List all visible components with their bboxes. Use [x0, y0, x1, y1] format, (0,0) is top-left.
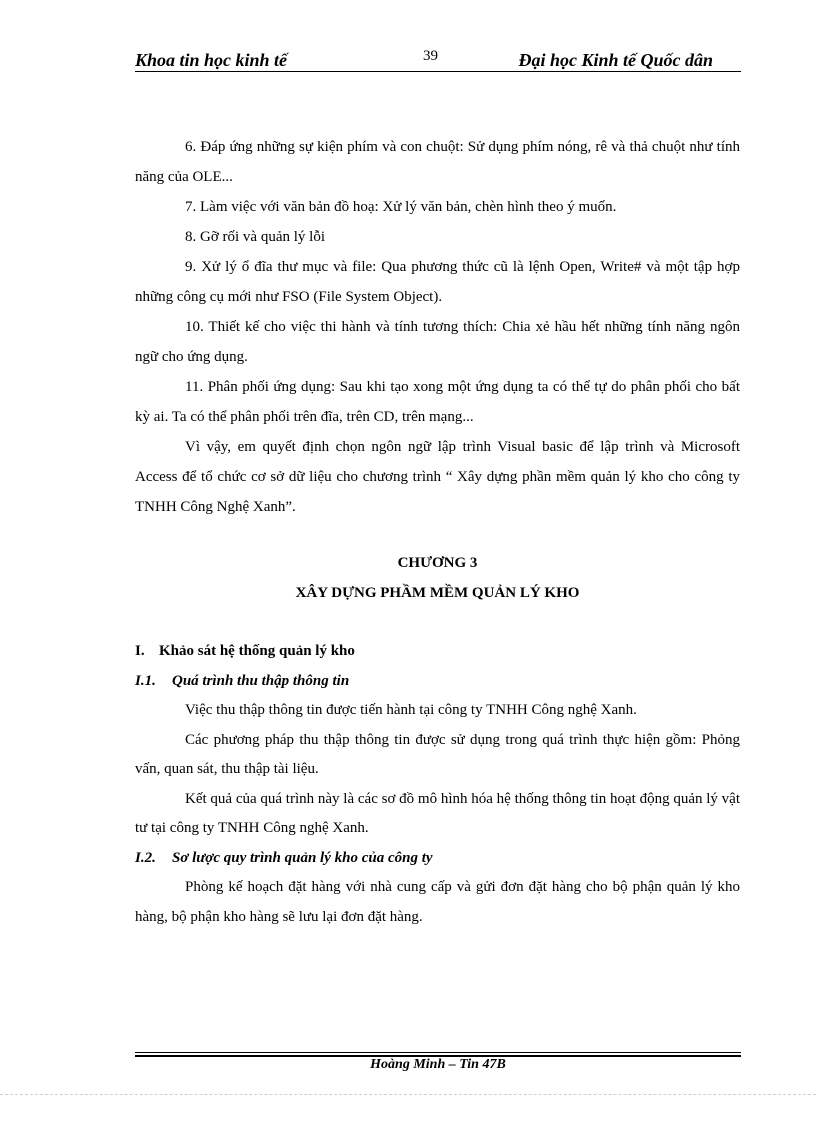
section-number: I.	[135, 643, 145, 659]
header-faculty: Khoa tin học kinh tế	[135, 50, 288, 70]
body-text	[135, 132, 740, 522]
paragraph-item-11: 11. Phân phối ứng dụng: Sau khi tạo xong một ứng dụng ta có thể tự do phân phối cho bất kỳ ai. Ta có thể phân phối trên đĩa, trên CD, trên mạng...	[135, 379, 740, 425]
subsection-title-2: Sơ lược quy trình quản lý kho của công ty	[172, 849, 433, 866]
subsection-heading-1	[135, 667, 740, 697]
subsection-paragraph: Kết quả của quá trình này là các sơ đồ mô hình hóa hệ thống thông tin hoạt động quản lý vật tư tại công ty TNHH Công nghệ Xanh.	[135, 790, 740, 836]
chapter-title: XÂY DỰNG PHẦM MỀM QUẢN LÝ KHO	[295, 585, 580, 601]
section-content	[135, 637, 740, 932]
paragraph-item-8: 8. Gỡ rối và quản lý lỗi	[185, 229, 325, 245]
subsection-paragraph: Phòng kế hoạch đặt hàng với nhà cung cấp và gửi đơn đặt hàng cho bộ phận quản lý kho hàng, bộ phận kho hàng sẽ lưu lại đơn đặt hàng.	[135, 879, 740, 925]
footer-author: Hoàng Minh – Tin 47B	[370, 1057, 506, 1072]
section-heading	[135, 637, 740, 667]
paragraph-item-10: 10. Thiết kế cho việc thi hành và tính tương thích: Chia xẻ hầu hết những tính năng ngôn ngữ cho ứng dụng.	[135, 319, 740, 365]
paragraph-conclusion: Vì vậy, em quyết định chọn ngôn ngữ lập trình Visual basic để lập trình và Microsoft Access để tổ chức cơ sở dữ liệu cho chương trình “ Xây dựng phần mềm quản lý kho cho công ty TNHH Công Nghệ Xanh”.	[135, 439, 740, 515]
header-divider	[135, 71, 741, 72]
section-title: Khảo sát hệ thống quản lý kho	[159, 643, 355, 659]
header-university: Đại học Kinh tế Quốc dân	[518, 50, 713, 70]
page-boundary	[0, 1094, 816, 1095]
footer-divider-thin	[135, 1052, 741, 1053]
subsection-number-2: I.2.	[135, 849, 156, 866]
paragraph-item-7: 7. Làm việc với văn bản đồ hoạ: Xử lý văn bản, chèn hình theo ý muốn.	[185, 199, 617, 215]
subsection-paragraph: Các phương pháp thu thập thông tin được sử dụng trong quá trình thực hiện gồm: Phỏng vấn, quan sát, thu thập tài liệu.	[135, 731, 740, 777]
paragraph-item-6: 6. Đáp ứng những sự kiện phím và con chuột: Sử dụng phím nóng, rê và thả chuột như tính năng của OLE...	[135, 139, 740, 185]
subsection-title-1: Quá trình thu thập thông tin	[172, 672, 350, 689]
page-number: 39	[423, 48, 438, 64]
page-header	[135, 46, 741, 72]
chapter-label: CHƯƠNG 3	[397, 555, 478, 571]
subsection-heading-2	[135, 844, 740, 874]
subsection-paragraph: Việc thu thập thông tin được tiến hành tại công ty TNHH Công nghệ Xanh.	[185, 702, 637, 718]
chapter-heading	[135, 548, 740, 608]
subsection-number-1: I.1.	[135, 672, 156, 689]
paragraph-item-9: 9. Xử lý ổ đĩa thư mục và file: Qua phương thức cũ là lệnh Open, Write# và một tập hợp những công cụ mới như FSO (File System Object).	[135, 259, 740, 305]
